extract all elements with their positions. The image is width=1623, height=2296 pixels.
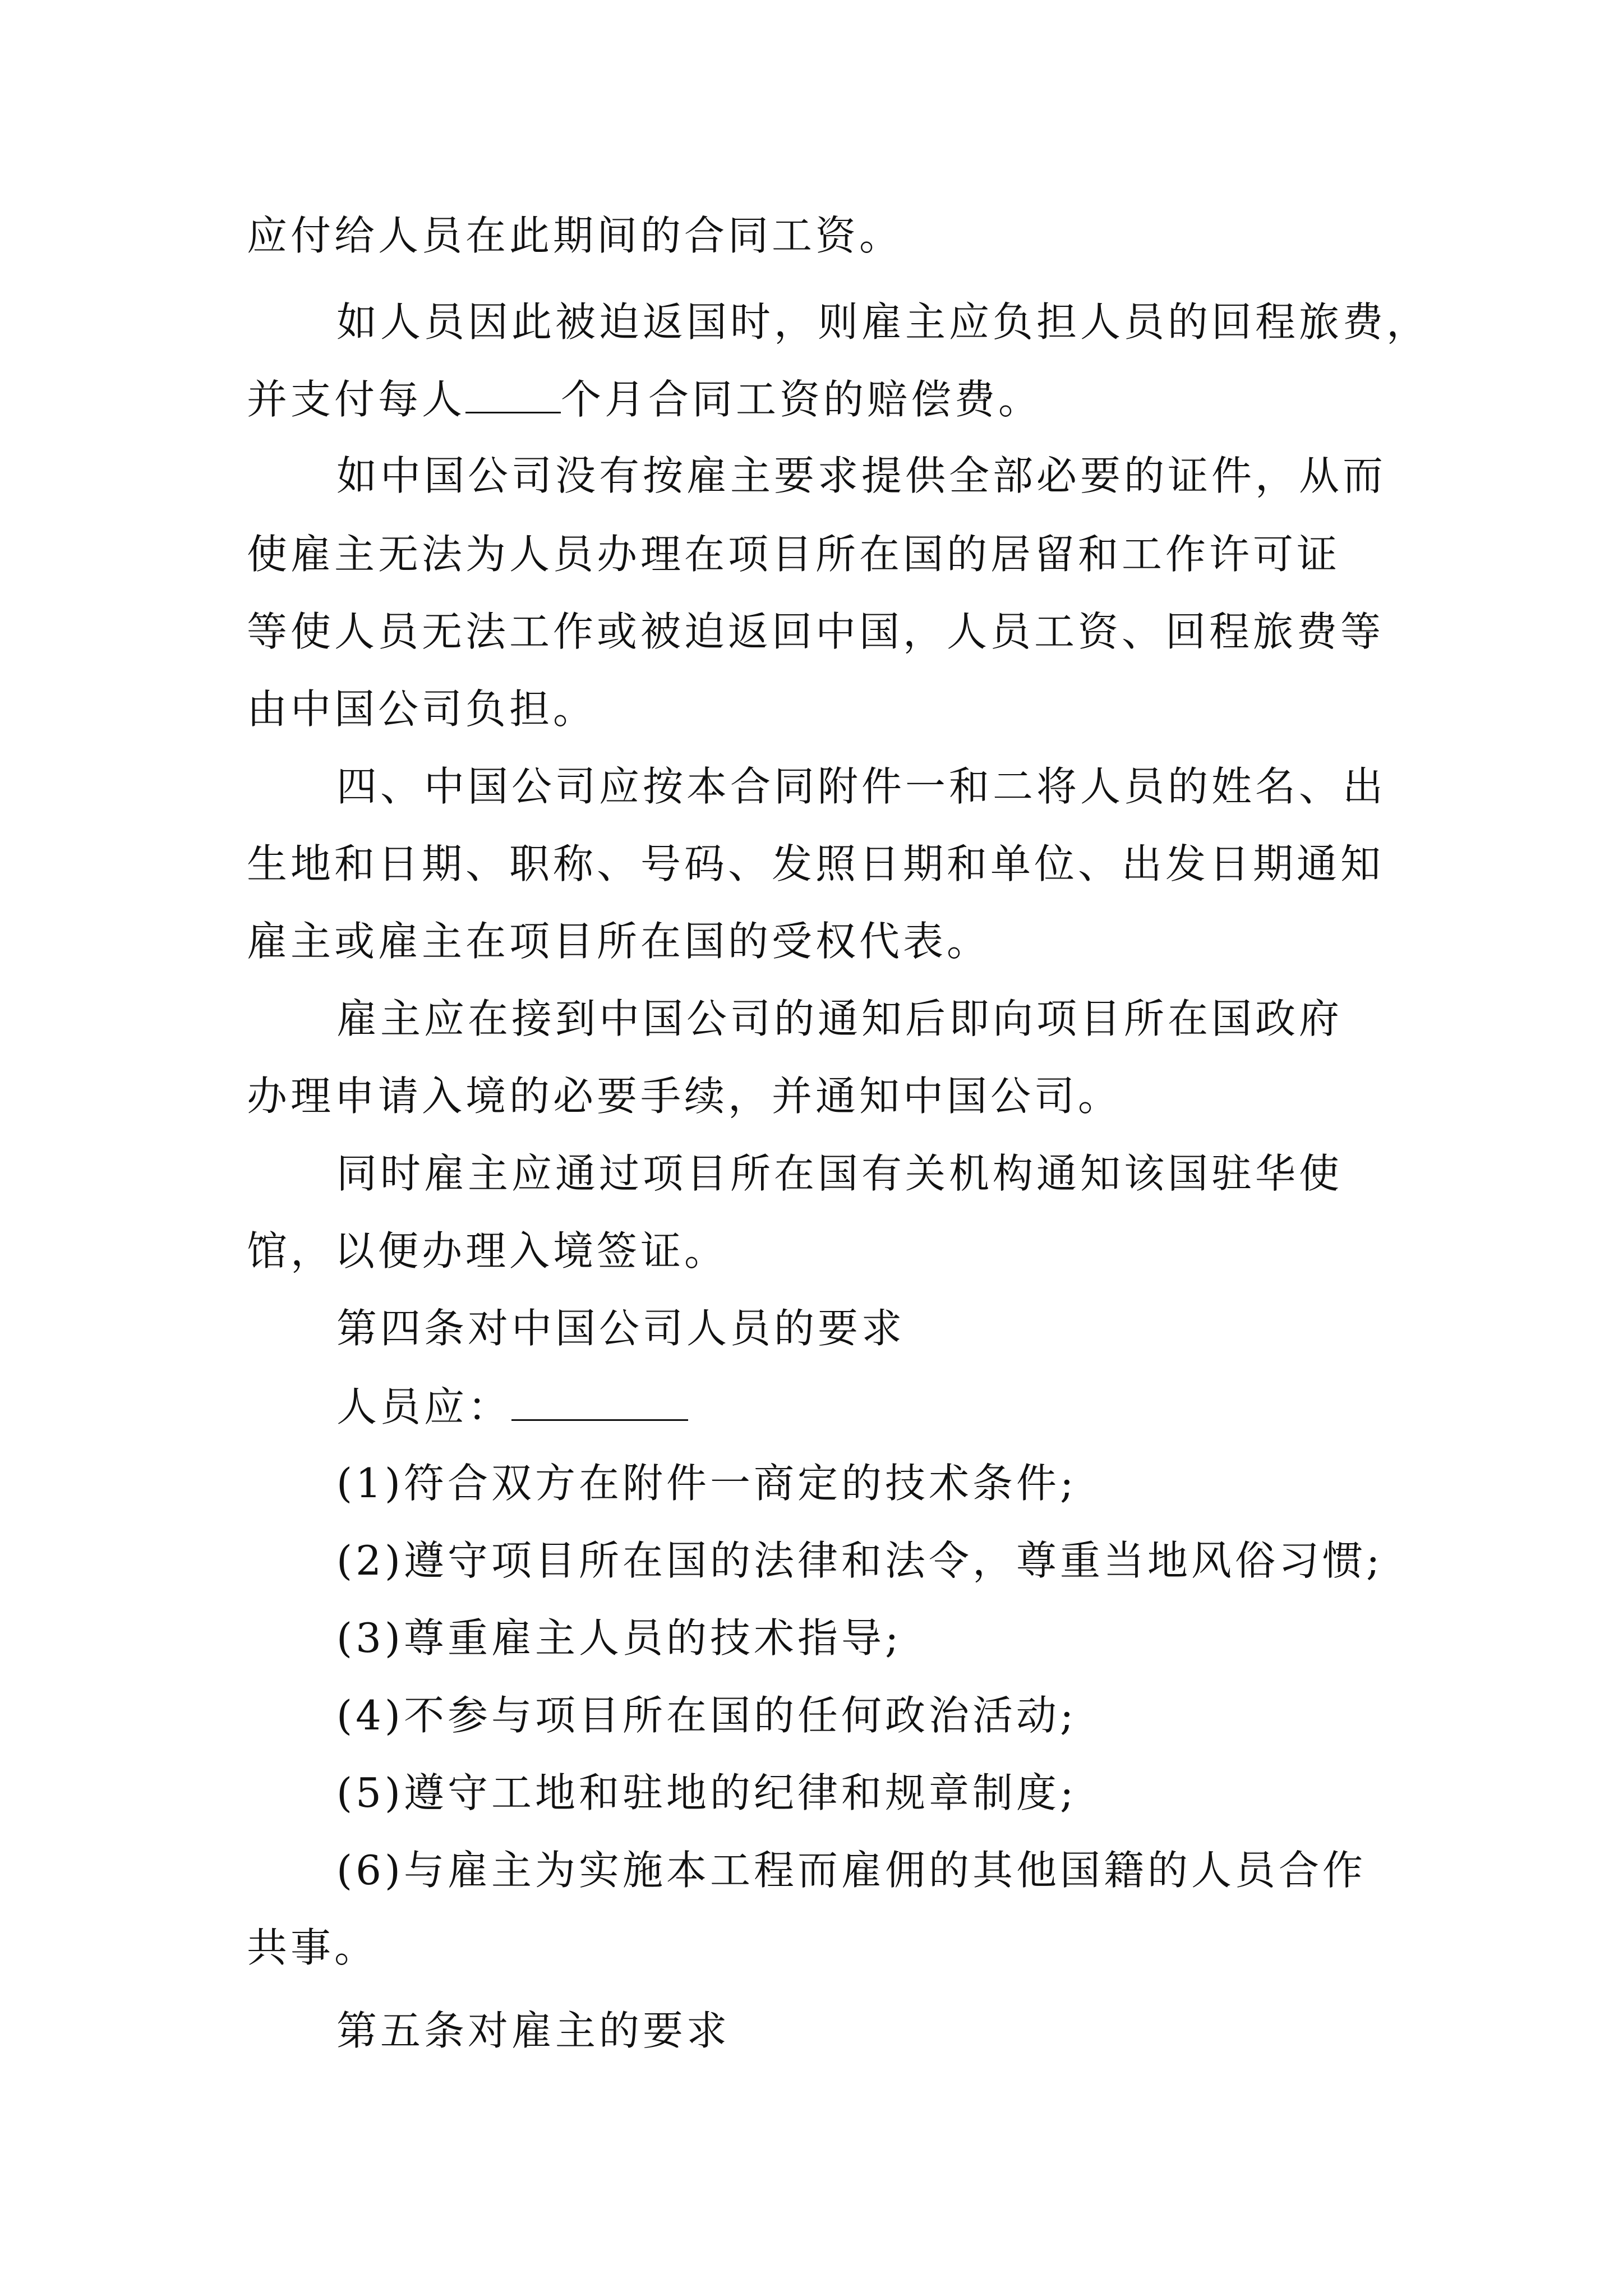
paragraph-line: 馆，以便办理入境签证。: [247, 1227, 728, 1274]
paragraph-line: 等使人员无法工作或被迫返回中国，人员工资、回程旅费等: [247, 608, 1385, 655]
paragraph-line: 如中国公司没有按雇主要求提供全部必要的证件，从而: [336, 452, 1387, 499]
list-item: (4)不参与项目所在国的任何政治活动;: [336, 1692, 1077, 1739]
paragraph-line: 办理申请入境的必要手续，并通知中国公司。: [247, 1073, 1122, 1120]
list-item-continuation: 共事。: [247, 1924, 379, 1971]
paragraph-line: 应付给人员在此期间的合同工资。: [247, 212, 903, 259]
text-segment: 个月合同工资的赔偿费。: [561, 376, 1043, 423]
paragraph-line-with-blank: [247, 376, 1043, 423]
text-segment: 并支付每人: [247, 376, 466, 423]
paragraph-line: 同时雇主应通过项目所在国有关机构通知该国驻华使: [336, 1150, 1343, 1197]
paragraph-line: 四、中国公司应按本合同附件一和二将人员的姓名、出: [336, 763, 1387, 810]
list-item: (2)遵守项目所在国的法律和法令，尊重当地风俗习惯;: [336, 1537, 1384, 1584]
list-item: (5)遵守工地和驻地的纪律和规章制度;: [336, 1769, 1077, 1816]
paragraph-line: 生地和日期、职称、号码、发照日期和单位、出发日期通知: [247, 840, 1385, 887]
paragraph-line: 如人员因此被迫返国时，则雇主应负担人员的回程旅费，: [336, 298, 1431, 346]
list-item: (3)尊重雇主人员的技术指导;: [336, 1614, 902, 1662]
list-item: (6)与雇主为实施本工程而雇佣的其他国籍的人员合作: [336, 1847, 1366, 1894]
paragraph-line: 由中国公司负担。: [247, 685, 597, 733]
list-item: (1)符合双方在附件一商定的技术条件;: [336, 1460, 1077, 1507]
paragraph-line-with-blank: [336, 1383, 688, 1430]
section-heading: 第五条对雇主的要求: [336, 2007, 731, 2054]
text-segment: 人员应：: [336, 1383, 512, 1430]
fill-in-blank: [465, 378, 561, 413]
section-heading: 第四条对中国公司人员的要求: [336, 1305, 906, 1352]
paragraph-line: 雇主应在接到中国公司的通知后即向项目所在国政府: [336, 995, 1343, 1042]
paragraph-line: 雇主或雇主在项目所在国的受权代表。: [247, 918, 991, 965]
fill-in-blank: [511, 1386, 688, 1421]
paragraph-line: 使雇主无法为人员办理在项目所在国的居留和工作许可证: [247, 531, 1341, 578]
